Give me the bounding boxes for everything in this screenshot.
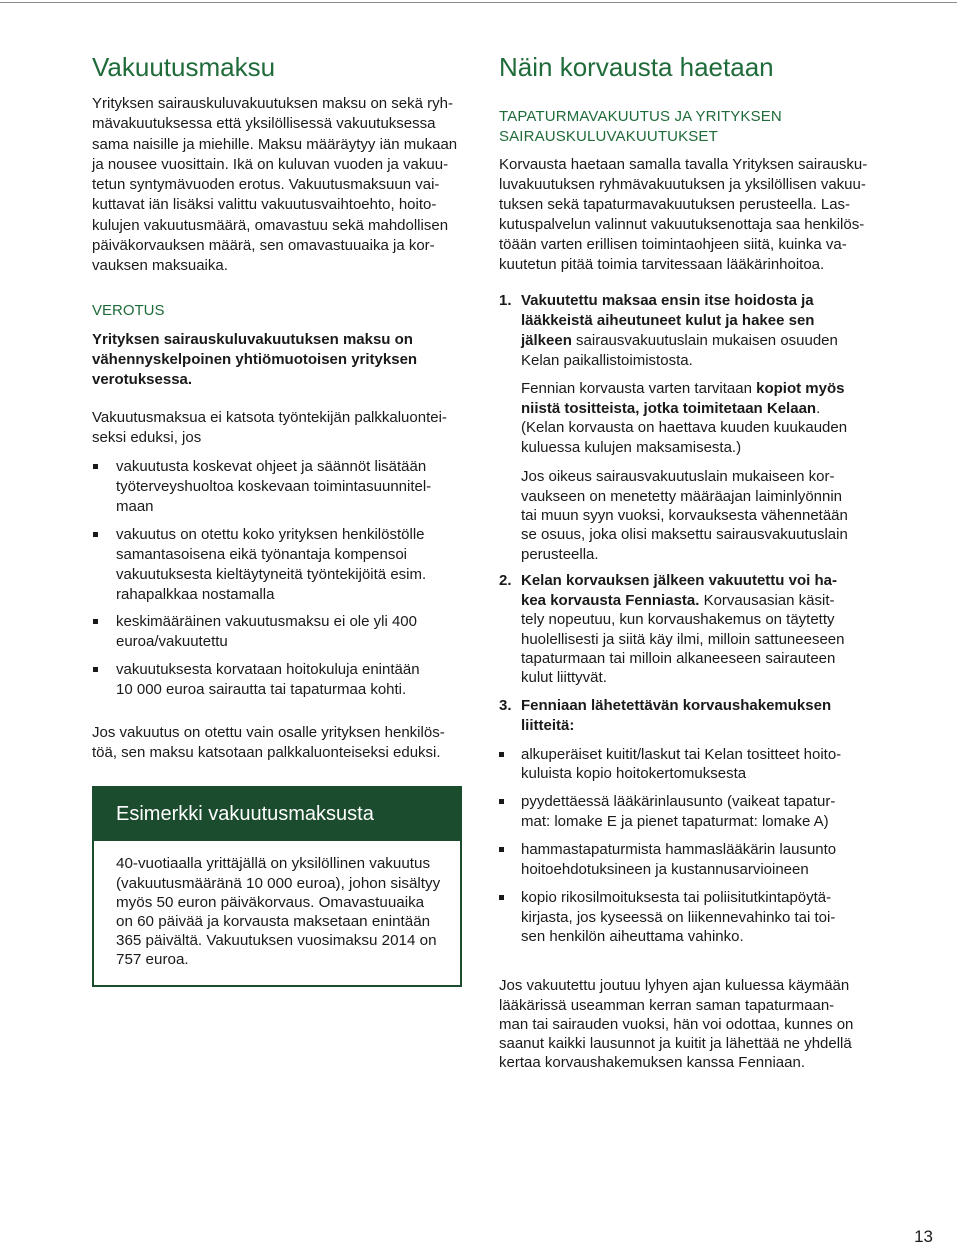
text-line: TAPATURMAVAKUUTUS JA YRITYKSEN [499,108,782,125]
text-line: hammastapaturmista hammaslääkärin lausunto [521,841,837,859]
example-box-title: Esimerkki vakuutusmaksusta [116,803,374,825]
text-line: Korvausta haetaan samalla tavalla Yrityksen sairausku- [499,156,868,173]
text-line [521,591,844,610]
step-paragraph [521,696,831,736]
text-line: vakuutuksesta kieltäytyneitä työntekijöitä esim. [116,565,427,583]
list-item [92,612,431,652]
square-bullet-icon [499,847,504,852]
text-line: tai muun syyn vuoksi, korvauksesta vähennetään [521,506,848,524]
text-line [521,331,848,351]
step-paragraph [521,571,844,687]
text-line: perusteella. [521,545,599,563]
taxation-heading: VEROTUS [92,302,165,319]
bold-text: Kelan korvauksen jälkeen vakuutettu voi ha- [521,572,837,590]
text-line: kutuspalvelun valinnut vakuutuksenottaja saa henkilös- [499,216,865,233]
list-item-text [521,792,841,831]
list-item-text [521,840,841,879]
bold-text: Vakuutettu maksaa ensin itse hoidosta ja [521,292,814,309]
square-bullet-icon [499,895,504,900]
list-item [92,660,431,700]
closing-paragraph [499,976,853,1072]
list-item-text [116,457,431,517]
text-line: huolellisesti ja siitä käy ilmi, milloin sattuneeseen [521,630,845,648]
claim-step-1 [499,291,848,564]
text-line: verotuksessa. [92,371,193,388]
text-line: kertaa korvaushakemuksen kanssa Fenniaan. [499,1054,806,1072]
page-number: 13 [914,1227,933,1244]
square-bullet-icon [93,532,98,537]
text-line: vauksen maksuaika. [92,257,228,274]
step-paragraph [521,467,848,563]
text-line: (vakuutusmääränä 10 000 euroa), johon sisältyy [116,874,441,892]
step-paragraph [521,379,848,458]
list-item [499,745,841,784]
square-bullet-icon [93,667,98,672]
text-line [521,696,831,716]
list-item [499,792,841,831]
text-line: saanut kaikki lausunnot ja kuitit ja lähettää ne yhdellä [499,1035,852,1053]
text-line: man tai sairauden vuoksi, hän voi odottaa, kunnes on [499,1015,854,1033]
list-item [92,457,431,517]
text-line: Jos oikeus sairausvakuutuslain mukaiseen kor- [521,468,835,486]
step-body [521,291,848,564]
text-line: kuutetun pitää toimia tarvitessaan lääkärinhoitoa. [499,256,825,273]
text-line: se osuus, joka olisi maksettu sairausvakuutuslain [521,526,848,544]
text-line: Vakuutusmaksua ei katsota työntekijän palkkaluontei- [92,409,447,426]
example-box-body [116,854,440,969]
text-line: päiväkorvauksen määrä, sen omavastuuaika ja kor- [92,236,435,254]
square-bullet-icon [93,619,98,624]
claim-step-3 [499,696,831,736]
list-item [499,840,841,879]
text-line: vähennyskelpoinen yhtiömuotoisen yrityksen [92,351,418,368]
text-line: kulujen vakuutusmäärä, omavastuu sekä mahdollisen [92,216,449,234]
section-title-premium: Vakuutusmaksu [92,52,276,82]
text-line: vakuutusta koskevat ohjeet ja säännöt lisätään [116,458,427,475]
text-line: tetun syntymävuoden erotus. Vakuutusmaksuun vai- [92,176,440,193]
text-line: seksi eduksi, jos [92,429,202,446]
step-number: 2. [499,572,512,590]
text-line: pyydettäessä lääkärinlausunto (vaikeat tapatur- [521,793,836,811]
text-segment: sairausvakuutuslain mukaisen osuuden [571,332,838,349]
list-item-text [116,660,431,700]
example-box-header [92,786,462,841]
text-line: keskimääräinen vakuutusmaksu ei ole yli 400 [116,613,417,631]
text-line: vakuutuksesta korvataan hoitokuluja enintään [116,661,420,679]
text-line: (Kelan korvausta on haettava kuuden kuukauden [521,419,848,437]
step-body [521,696,831,736]
text-line: euroa/vakuutettu [116,633,228,651]
text-line: Jos vakuutus on otettu vain osalle yrityksen henkilös- [92,724,445,741]
square-bullet-icon [93,464,98,469]
bold-text: kopiot myös [756,380,845,397]
text-line [521,291,848,311]
example-box [92,786,462,987]
text-line [521,311,848,331]
top-rule [0,2,957,3]
bold-text: kea korvausta Fenniasta. [521,591,700,609]
text-line: töään varten erillisen toimintaohjeen siitä, kuinka va- [499,236,847,253]
claim-attachments-list [499,745,841,947]
text-line: sama naisille ja miehille. Maksu määräytyy iän mukaan [92,135,458,153]
list-item [499,888,841,946]
premium-intro-paragraph [92,94,457,276]
claims-intro-paragraph [499,155,867,275]
text-line: SAIRAUSKULUVAKUUTUKSET [499,128,718,145]
text-segment: . [816,399,821,417]
text-line: töä, sen maksu katsotaan palkkaluonteiseksi eduksi. [92,744,441,761]
text-line: Yrityksen sairauskuluvakuutuksen maksu on [92,331,413,348]
text-line: Yrityksen sairauskuluvakuutuksen maksu on sekä ryh- [92,95,453,112]
text-line [521,716,831,736]
text-line: 10 000 euroa sairautta tai tapaturmaa kohti. [116,681,407,699]
text-line: 365 päivältä. Vakuutuksen vuosimaksu 2014 on [116,932,437,950]
square-bullet-icon [499,799,504,804]
bold-text: jälkeen [521,332,572,349]
text-line [521,571,844,590]
conditions-intro-paragraph [92,408,447,448]
text-line: työterveyshuoltoa koskevaan toimintasuunnitel- [116,478,432,495]
text-segment: Korvausasian käsit- [699,591,835,609]
partial-coverage-note [92,723,445,763]
step-body [521,571,844,687]
claims-subheading [499,107,782,147]
text-line: mävakuutuksessa että yksilöllisessä vakuutuksessa [92,115,436,133]
text-line: hoitoehdotuksineen ja kustannusarvioineen [521,860,809,878]
text-line: kopio rikosilmoituksesta tai poliisitutkintapöytä- [521,889,832,907]
bold-text: Fenniaan lähetettävän korvaushakemuksen [521,697,832,714]
text-line: vaukseen on menetetty määräajan laiminlyönnin [521,487,843,505]
text-line: rahapalkkaa nostamalla [116,585,275,603]
section-title-claims: Näin korvausta haetaan [499,52,774,82]
claim-step-2 [499,571,844,687]
tax-conditions-list [92,457,431,700]
text-line: maan [116,498,154,515]
text-line: on 60 päivää ja korvausta maksetaan enintään [116,913,431,930]
text-line: Kelan paikallistoimistosta. [521,352,693,369]
text-line: ja nousee vuosittain. Ikä on kuluvan vuoden ja vakuu- [92,155,449,173]
list-item [92,525,431,605]
text-line: kuluista kopio hoitokertomuksesta [521,765,747,783]
text-line: mat: lomake E ja pienet tapaturmat: lomake A) [521,812,829,830]
text-segment: Fennian korvausta varten tarvitaan [521,380,757,397]
text-line [521,379,848,399]
text-line: samantasoisena eikä työnantaja kompensoi [116,545,408,563]
list-item-text [116,525,431,605]
text-line: kulut liittyvät. [521,669,607,687]
text-line: kirjasta, jos kyseessä on liikennevahinko tai toi- [521,908,836,926]
taxation-lead-paragraph [92,330,417,390]
text-line: tely nopeutuu, kun korvaushakemus on täytetty [521,611,835,629]
text-line: tuksen sekä tapaturmavakuutuksen perusteella. Las- [499,196,851,213]
text-line: vakuutus on otettu koko yrityksen henkilöstölle [116,525,425,543]
square-bullet-icon [499,752,504,757]
text-line: myös 50 euron päiväkorvaus. Omavastuuaika [116,893,425,911]
text-line: tapaturmaan tai milloin alkaneeseen sairauteen [521,649,836,667]
bold-text: lääkkeistä aiheutuneet kulut ja hakee sen [521,312,815,329]
list-item-text [521,888,841,946]
text-line: alkuperäiset kuitit/laskut tai Kelan tositteet hoito- [521,746,842,763]
text-line: 757 euroa. [116,951,189,969]
step-number: 3. [499,697,512,714]
list-item-text [116,612,431,652]
step-number: 1. [499,292,512,309]
list-item-text [521,745,841,784]
text-line: sen henkilön aiheuttama vahinko. [521,928,744,946]
text-line: Jos vakuutettu joutuu lyhyen ajan kuluessa käymään [499,977,850,995]
text-line: lääkärissä useamman kerran saman tapaturmaan- [499,996,835,1014]
text-line: luvakuutuksen ryhmävakuutuksen ja yksilöllisen vakuu- [499,176,866,193]
text-line: kuttavat iän lisäksi valittu vakuutusvaihtoehto, hoito- [92,196,437,214]
text-line: 40-vuotiaalla yrittäjällä on yksilöllinen vakuutus [116,855,431,873]
step-paragraph [521,291,848,371]
bold-text: liitteitä: [521,717,575,734]
text-line: kuluessa kulujen maksamisesta.) [521,439,742,457]
text-line [521,399,848,419]
bold-text: niistä tositteista, jotka toimitetaan Kelaan [521,399,817,417]
